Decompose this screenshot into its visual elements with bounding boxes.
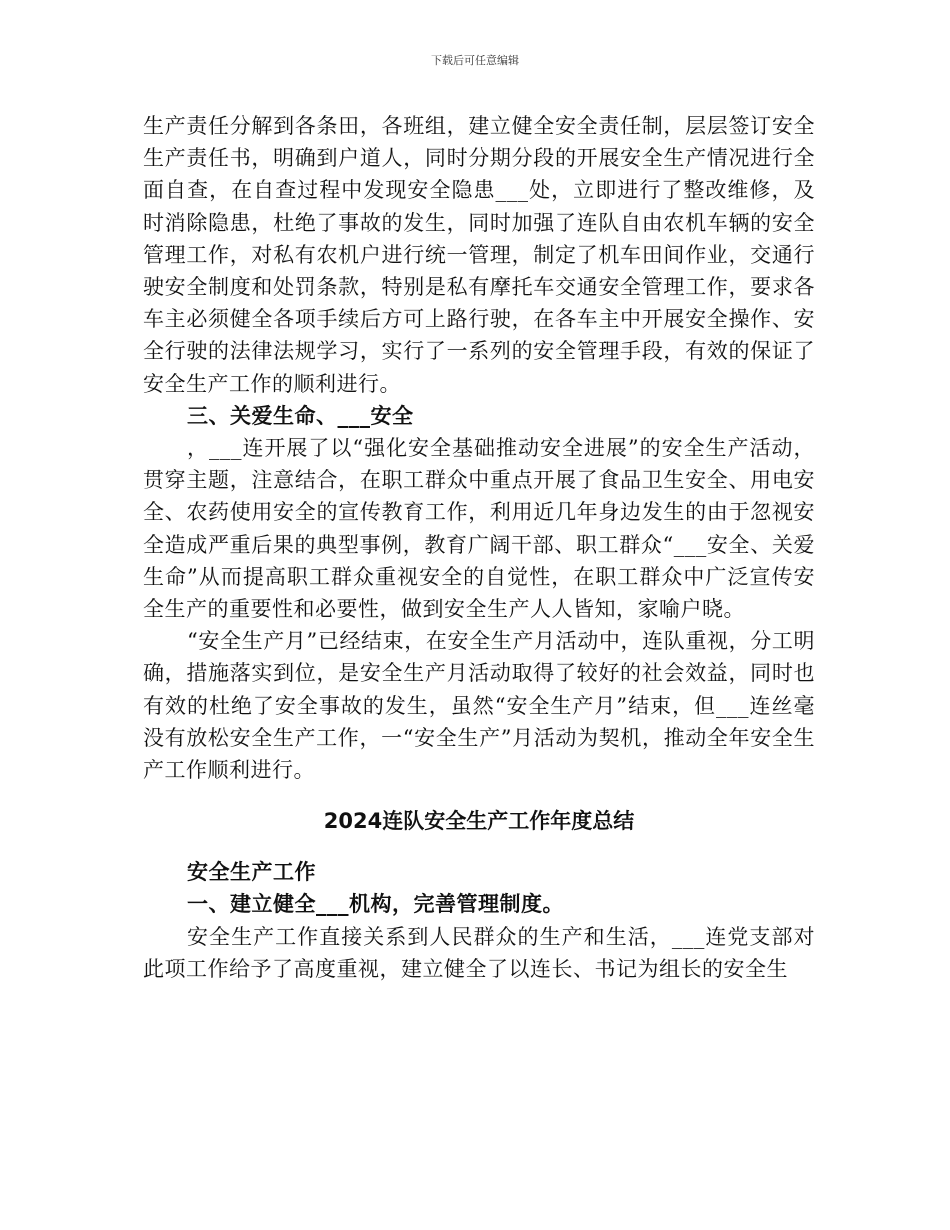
document-body	[143, 110, 815, 985]
paragraph-safety-month: “安全生产月”已经结束，在安全生产月活动中，连队重视，分工明确，措施落实到位，是安全生产月活动取得了较好的社会效益，同时也有效的杜绝了安全事故的发生，虽然“安全生产月”结束，但___连丝毫没有放松安全生产工作，一“安全生产”月活动为契机，推动全年安全生产工作顺利进行。	[143, 629, 815, 783]
paragraph-safety-activity: ，___连开展了以“强化安全基础推动安全进展”的安全生产活动，贯穿主题，注意结合，在职工群众中重点开展了食品卫生安全、用电安全、农药使用安全的宣传教育工作，利用近几年身边发生的由于忽视安全造成严重后果的典型事例，教育广阔干部、职工群众“___安全、关爱生命”从而提高职工群众重视安全的自觉性，在职工群众中广泛宣传安全生产的重要性和必要性，做到安全生产人人皆知，家喻户晓。	[143, 436, 815, 622]
paragraph-safety-importance: 安全生产工作直接关系到人民群众的生产和生活，___连党支部对此项工作给予了高度重视，建立健全了以连长、书记为组长的安全生	[143, 924, 815, 981]
paragraph-safety-responsibility: 生产责任分解到各条田，各班组，建立健全安全责任制，层层签订安全生产责任书，明确到户道人，同时分期分段的开展安全生产情况进行全面自查，在自查过程中发现安全隐患___处，立即进行了整改维修，及时消除隐患，杜绝了事故的发生，同时加强了连队自由农机车辆的安全管理工作，对私有农机户进行统一管理，制定了机车田间作业，交通行驶安全制度和处罚条款，特别是私有摩托车交通安全管理工作，要求各车主必须健全各项手续后方可上路行驶，在各车主中开展安全操作、安全行驶的法律法规学习，实行了一系列的安全管理手段，有效的保证了安全生产工作的顺利进行。	[143, 114, 815, 396]
page-header: 下载后可任意编辑	[431, 54, 519, 67]
section-heading-1: 一、建立健全___机构，完善管理制度。	[187, 891, 564, 917]
title-wrapper	[143, 786, 815, 856]
section-heading-3: 三、关爱生命、___安全	[187, 402, 414, 428]
document-title: 2024连队安全生产工作年度总结	[323, 809, 635, 834]
subsection-label: 安全生产工作	[187, 859, 316, 885]
